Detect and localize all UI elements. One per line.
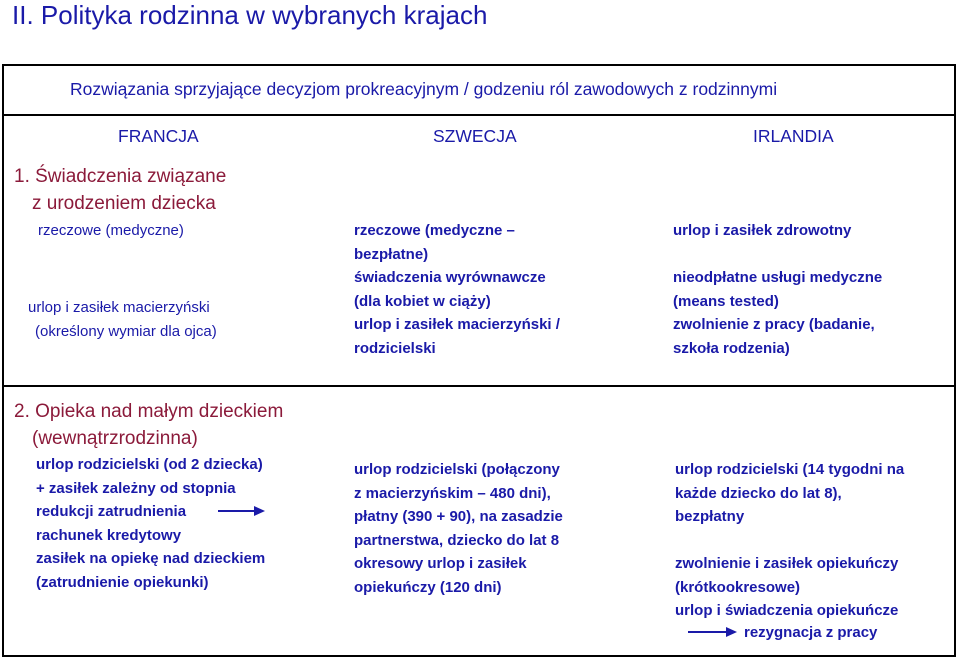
text-line: szkoła rodzenia)	[673, 339, 790, 357]
text-line: urlop rodzicielski (14 tygodni na	[675, 461, 905, 478]
text-line: rzeczowe (medyczne –	[354, 222, 515, 239]
text-line: urlop i świadczenia opiekuńcze	[675, 602, 899, 619]
section-2-ireland-resignation: rezygnacja z pracy	[744, 624, 878, 641]
section-1-heading-line: z urodzeniem dziecka	[32, 193, 216, 214]
text-line: (określony wymiar dla ojca)	[35, 322, 217, 340]
text-line: + zasiłek zależny od stopnia	[36, 479, 236, 497]
section-2-sweden	[354, 458, 563, 599]
section-2-ireland-care	[675, 552, 898, 623]
section-2-france	[36, 453, 265, 594]
text-line: (dla kobiet w ciąży)	[354, 292, 491, 310]
section-2-heading-line: 2. Opieka nad małym dzieckiem	[14, 401, 284, 422]
text-line: urlop i zasiłek macierzyński	[28, 299, 210, 316]
section-1-sweden	[354, 219, 560, 360]
arrow-right-icon	[218, 503, 266, 519]
section-2-heading	[14, 398, 283, 452]
text-line: urlop rodzicielski (od 2 dziecka)	[36, 456, 263, 473]
section-2-ireland-parental	[675, 458, 904, 529]
text-line: rodzicielski	[354, 339, 436, 357]
text-line: świadczenia wyrównawcze	[354, 269, 546, 286]
text-line: bezpłatne)	[354, 245, 429, 263]
text-line: (means tested)	[673, 292, 779, 310]
text-line: (zatrudnienie opiekunki)	[36, 573, 209, 591]
column-header-france: FRANCJA	[118, 126, 199, 146]
text-line: rachunek kredytowy	[36, 526, 182, 544]
divider	[2, 385, 956, 387]
column-header-ireland: IRLANDIA	[753, 126, 834, 146]
text-line: nieodpłatne usługi medyczne	[673, 269, 883, 286]
text-line: partnerstwa, dziecko do lat 8	[354, 531, 560, 549]
section-2-heading-line: (wewnątrzrodzinna)	[32, 428, 198, 449]
arrow-right-icon	[688, 624, 738, 640]
column-header-sweden: SZWECJA	[433, 126, 517, 146]
text-line: (krótkookresowe)	[675, 578, 801, 596]
text-line: z macierzyńskim – 480 dni),	[354, 484, 551, 502]
text-line: bezpłatny	[675, 508, 745, 525]
section-1-heading-line: 1. Świadczenia związane	[14, 166, 227, 187]
text-line: płatny (390 + 90), na zasadzie	[354, 508, 563, 525]
section-1-heading	[14, 163, 226, 217]
text-line: zasiłek na opiekę nad dzieckiem	[36, 550, 266, 567]
table-subtitle: Rozwiązania sprzyjające decyzjom prokreacyjnym / godzeniu ról zawodowych z rodzinnymi	[70, 79, 778, 99]
text-line: opiekuńczy (120 dni)	[354, 578, 502, 596]
section-1-france-maternity	[28, 296, 217, 343]
text-line: zwolnienie z pracy (badanie,	[673, 316, 875, 333]
section-1-ireland-health: urlop i zasiłek zdrowotny	[673, 222, 852, 239]
divider	[2, 114, 956, 116]
section-1-france-medical: rzeczowe (medyczne)	[38, 222, 184, 239]
text-line: zwolnienie i zasiłek opiekuńczy	[675, 555, 899, 572]
section-1-ireland-services	[673, 266, 882, 360]
text-line: redukcji zatrudnienia	[36, 503, 187, 520]
text-line: urlop rodzicielski (połączony	[354, 461, 560, 478]
page-title: II. Polityka rodzinna w wybranych krajach	[12, 0, 488, 30]
text-line: okresowy urlop i zasiłek	[354, 555, 527, 572]
text-line: urlop i zasiłek macierzyński /	[354, 316, 560, 333]
text-line: każde dziecko do lat 8),	[675, 484, 842, 502]
